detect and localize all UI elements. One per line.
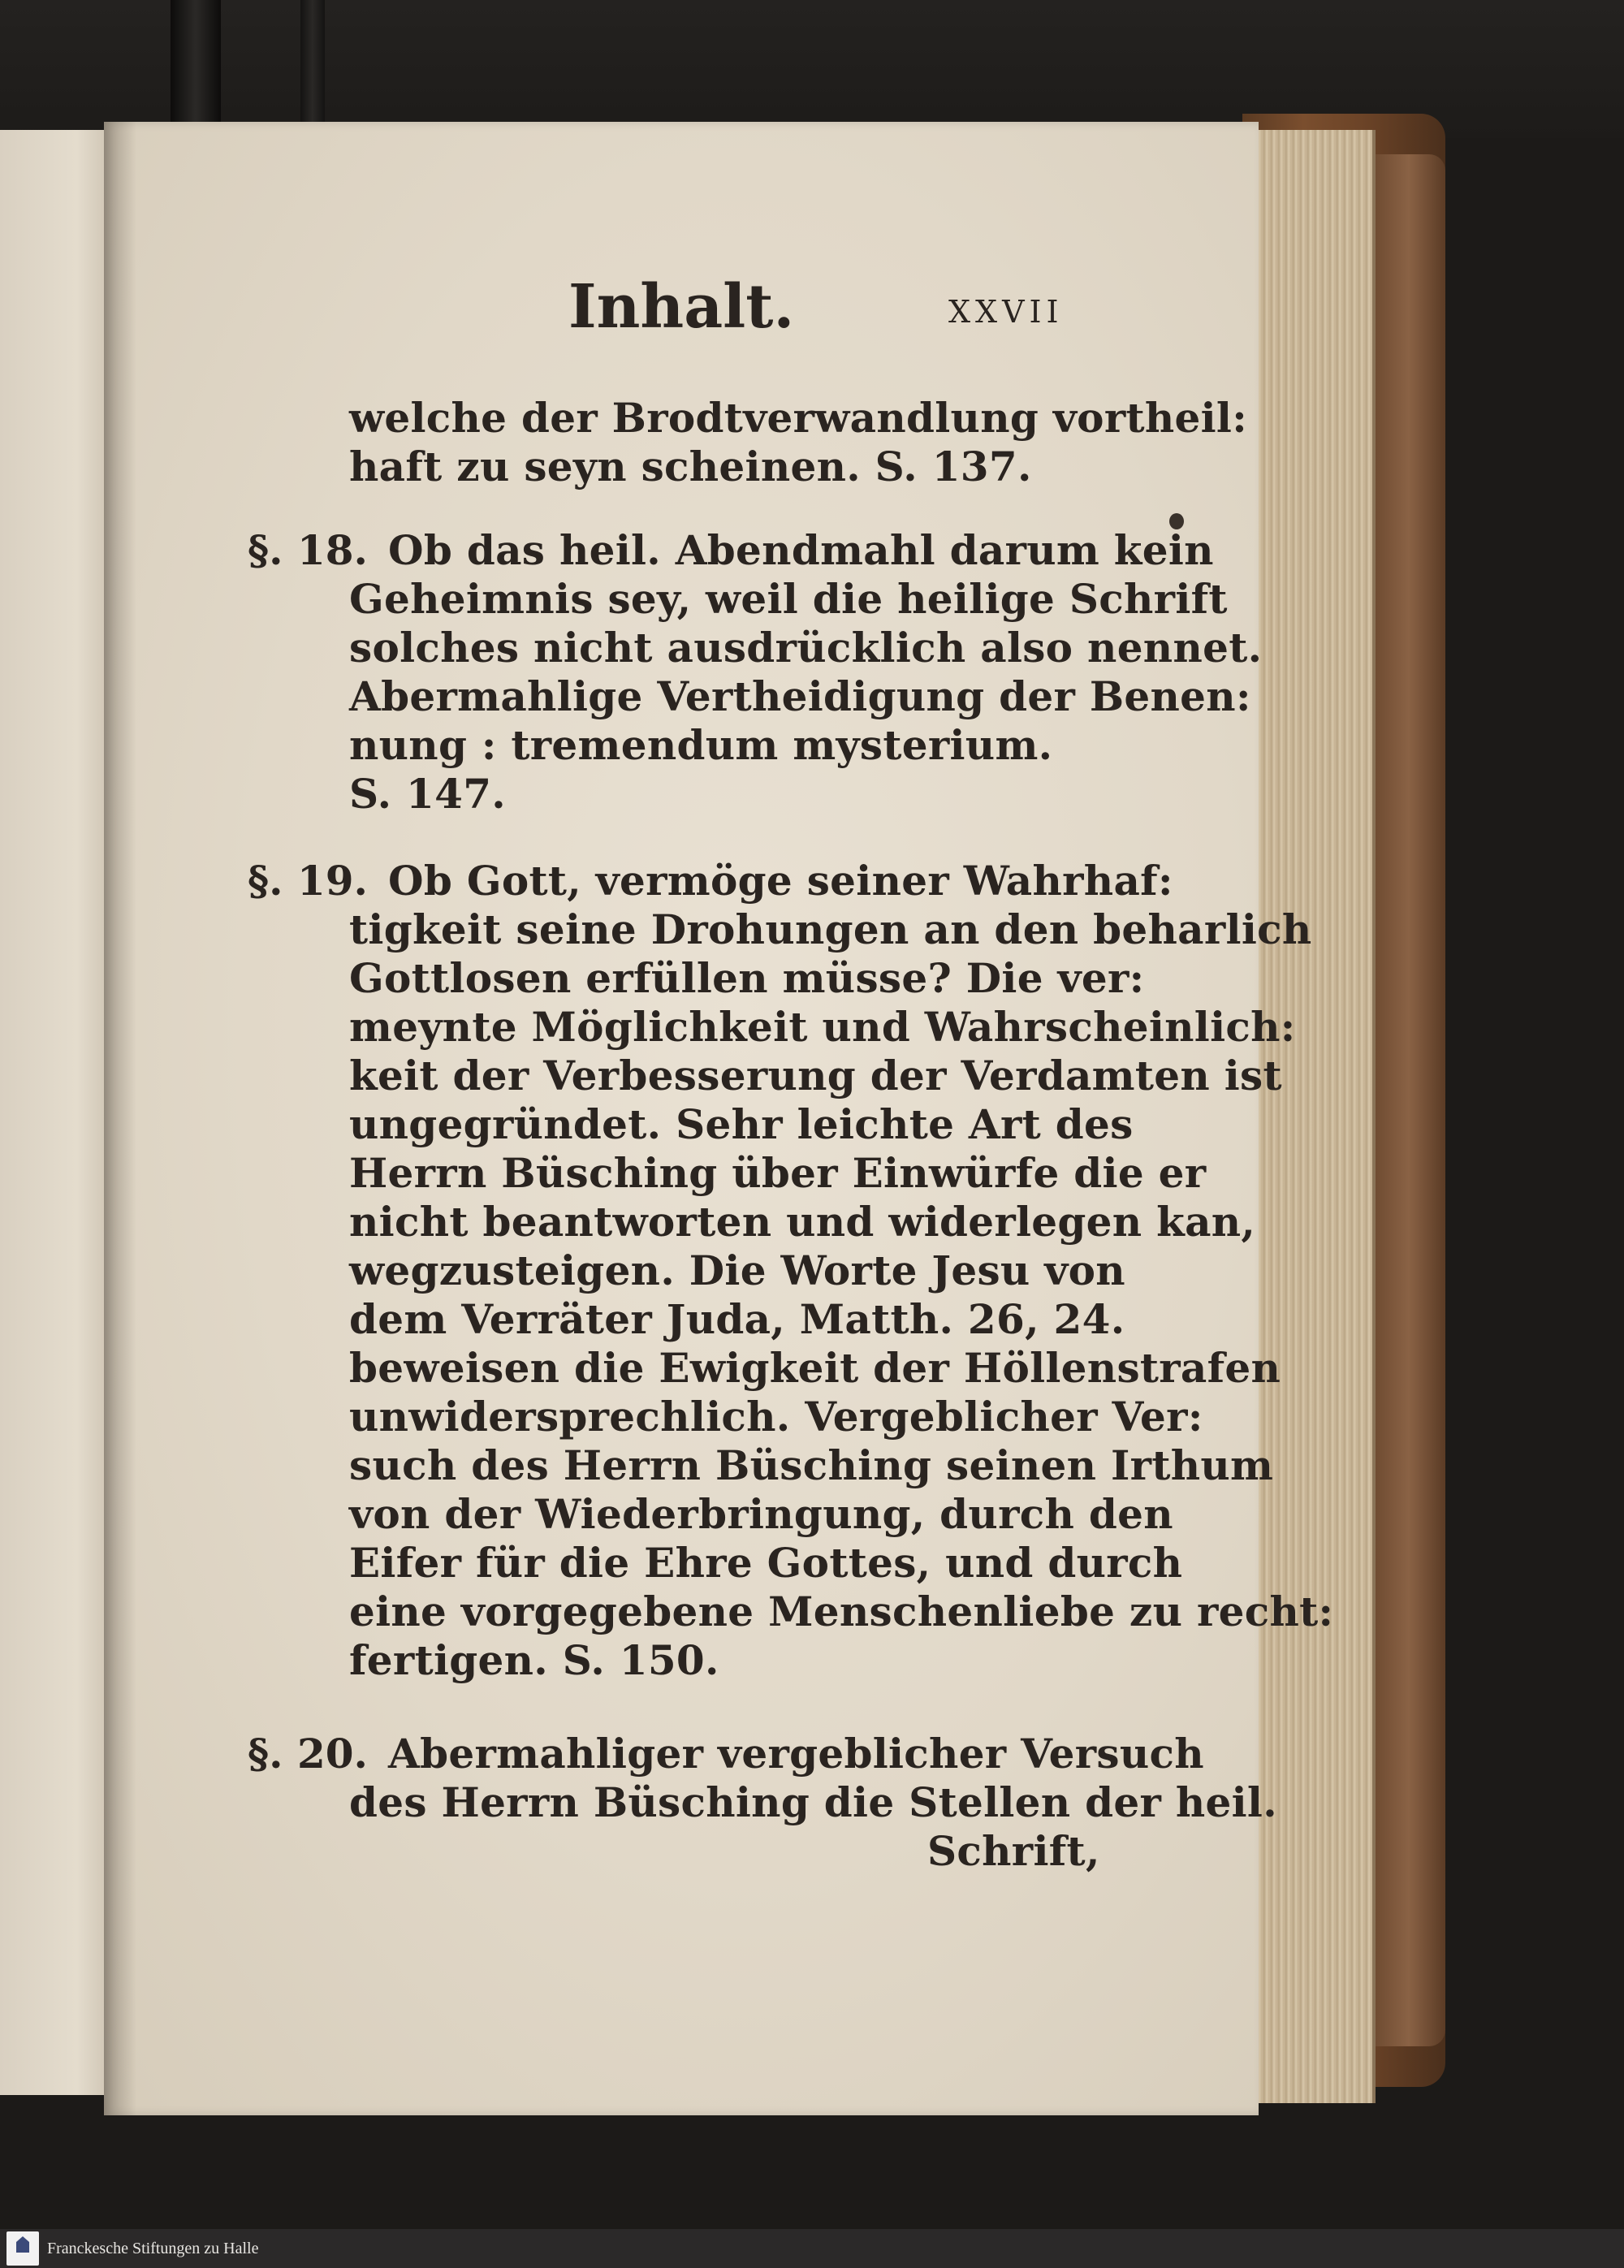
running-header-title: Inhalt. (568, 272, 795, 342)
entry-line: Abermahlige Vertheidigung der Benen: (349, 672, 1251, 720)
entry-line: meynte Möglichkeit und Wahrscheinlich: (349, 1003, 1296, 1051)
entry-line: dem Verräter Juda, Matth. 26, 24. (349, 1295, 1125, 1343)
entry-line: keit der Verbesserung der Verdamten ist (349, 1052, 1282, 1099)
entry-line: unwidersprechlich. Vergeblicher Ver: (349, 1393, 1203, 1441)
entry-line: nung : tremendum mysterium. (349, 721, 1053, 769)
entry-line: Ob Gott, vermöge seiner Wahrhaf: (388, 857, 1173, 905)
entry-line: nicht beantworten und widerlegen kan, (349, 1198, 1256, 1246)
entry-line: wegzusteigen. Die Worte Jesu von (349, 1246, 1125, 1294)
entry-line: haft zu seyn scheinen. S. 137. (349, 443, 1032, 490)
book-clamp-secondary (300, 0, 325, 126)
entry-line: von der Wiederbringung, durch den (349, 1490, 1173, 1538)
entry-line: Ob das heil. Abendmahl darum kein (388, 526, 1214, 574)
left-page (0, 130, 112, 2095)
entry-line: tigkeit seine Drohungen an den beharlich (349, 905, 1312, 953)
gutter-shadow (104, 122, 136, 2115)
entry-line: Gottlosen erfüllen müsse? Die ver: (349, 954, 1145, 1002)
entry-line: Herrn Büsching über Einwürfe die er (349, 1149, 1207, 1197)
entry-line: S. 147. (349, 770, 507, 818)
entry-line: fertigen. S. 150. (349, 1636, 719, 1684)
entry-line: Geheimnis sey, weil die heilige Schrift (349, 575, 1228, 623)
entry-line: solches nicht ausdrücklich also nennet. (349, 624, 1263, 672)
footer-institution: Franckesche Stiftungen zu Halle (47, 2240, 259, 2257)
entry-line: beweisen die Ewigkeit der Höllenstrafen (349, 1344, 1281, 1392)
section-number: §. 20. (248, 1730, 368, 1778)
page-number: XXVII (948, 294, 1064, 330)
entry-line: ungegründet. Sehr leichte Art des (349, 1100, 1134, 1148)
section-number: §. 19. (248, 857, 368, 905)
book-clamp (171, 0, 221, 134)
book-cover-edge (1372, 154, 1445, 2046)
entry-line: Eifer für die Ehre Gottes, und durch (349, 1539, 1183, 1587)
entry-line: such des Herrn Büsching seinen Irthum (349, 1441, 1274, 1489)
entry-line: des Herrn Büsching die Stellen der heil. (349, 1778, 1277, 1826)
entry-line: eine vorgegebene Menschenliebe zu recht: (349, 1588, 1334, 1635)
section-number: §. 18. (248, 526, 368, 574)
entry-line: welche der Brodtverwandlung vortheil: (349, 394, 1247, 442)
catchword: Schrift, (927, 1827, 1100, 1875)
entry-line: Abermahliger vergeblicher Versuch (388, 1730, 1204, 1778)
